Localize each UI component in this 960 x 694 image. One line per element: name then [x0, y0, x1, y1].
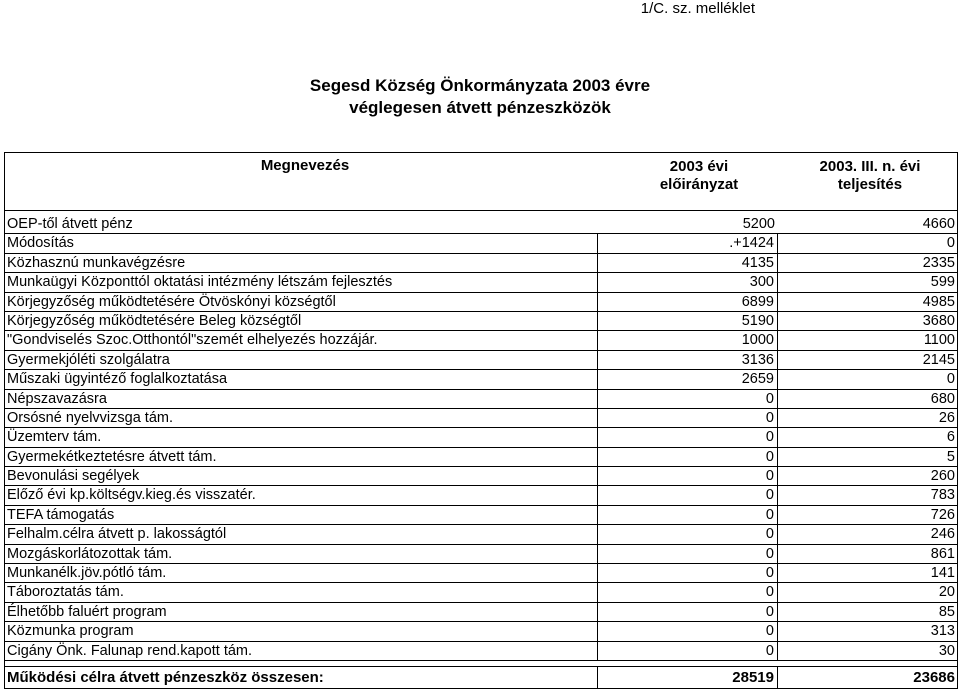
row-done-cell: 313 [930, 623, 955, 640]
table-body [4, 215, 958, 661]
row-name-cell: Üzemterv tám. [4, 428, 598, 446]
row-plan-cell: .+1424 [598, 234, 778, 252]
row-done-cell: 5 [946, 448, 955, 465]
row-name-cell: Népszavazásra [4, 390, 598, 408]
table-row [4, 583, 958, 602]
row-plan-cell: 0 [598, 525, 778, 543]
table-row [4, 331, 958, 350]
table-row [4, 564, 958, 583]
row-name-cell: Közhasznú munkavégzésre [4, 254, 598, 272]
row-plan-cell: 3136 [598, 351, 778, 369]
row-done-cell: 861 [930, 545, 955, 562]
row-plan-cell: 0 [598, 390, 778, 408]
table-row [4, 390, 958, 409]
table-row [4, 312, 958, 331]
row-done-cell: 26 [938, 409, 955, 426]
total-done: 23686 [913, 669, 955, 686]
column-header-done [800, 158, 940, 194]
row-plan-cell: 0 [598, 506, 778, 524]
header-divider [4, 210, 958, 211]
row-done-cell: 260 [930, 468, 955, 485]
row-done-cell: 726 [930, 506, 955, 523]
table-row [4, 409, 958, 428]
row-name-cell: OEP-től átvett pénz [7, 216, 133, 232]
row-done-cell: 3680 [922, 312, 955, 329]
column-header-done-line1: 2003. III. n. évi [819, 158, 921, 175]
page-title: Segesd Község Önkormányzata 2003 évre [309, 76, 651, 95]
total-label: Működési célra átvett pénzeszköz összesen: [4, 667, 598, 689]
row-name-cell: Közmunka program [4, 622, 598, 640]
row-name-cell: Gyermekjóléti szolgálatra [4, 351, 598, 369]
row-name-cell: Élhetőbb faluért program [4, 603, 598, 621]
table-row [4, 642, 958, 661]
total-row [4, 666, 958, 689]
table-row [4, 293, 958, 312]
row-name-cell: Munkanélk.jöv.pótló tám. [4, 564, 598, 582]
row-done-cell: 6 [946, 429, 955, 446]
table-row [4, 351, 958, 370]
table-row [4, 448, 958, 467]
row-name-cell: Cigány Önk. Falunap rend.kapott tám. [4, 642, 598, 660]
row-name-cell: Gyermekétkeztetésre átvett tám. [4, 448, 598, 466]
row-plan-cell: 0 [598, 448, 778, 466]
row-done-cell: 85 [938, 603, 955, 620]
row-plan-cell: 1000 [598, 331, 778, 349]
row-done-cell: 4660 [922, 216, 955, 232]
row-done-cell: 4985 [922, 293, 955, 310]
table-row [4, 506, 958, 525]
table-row [4, 215, 958, 234]
column-header-done-line2: teljesítés [837, 176, 903, 193]
table-row [4, 603, 958, 622]
table-row [4, 467, 958, 486]
row-plan-cell: 0 [598, 409, 778, 427]
row-plan-cell: 0 [598, 642, 778, 660]
row-plan-cell: 0 [598, 603, 778, 621]
row-plan-cell: 0 [598, 622, 778, 640]
row-plan-cell: 0 [598, 564, 778, 582]
row-done-cell: 599 [930, 274, 955, 291]
row-name-cell: Felhalm.célra átvett p. lakosságtól [4, 525, 598, 543]
row-name-cell: Táboroztatás tám. [4, 583, 598, 601]
table-row [4, 428, 958, 447]
column-header-plan-line1: 2003 évi [669, 158, 729, 175]
table-row [4, 622, 958, 641]
row-name-cell: Bevonulási segélyek [4, 467, 598, 485]
table-row [4, 273, 958, 292]
row-done-cell: 783 [930, 487, 955, 504]
row-done-cell: 2145 [922, 351, 955, 368]
row-name-cell: Körjegyzőség működtetésére Beleg községtől [4, 312, 598, 330]
row-plan-cell: 4135 [598, 254, 778, 272]
row-done-cell: 1100 [923, 332, 955, 349]
table-row [4, 370, 958, 389]
row-done-cell: 680 [930, 390, 955, 407]
row-name-cell: Munkaügyi Központtól oktatási intézmény létszám fejlesztés [4, 273, 598, 291]
row-name-cell: Előző évi kp.költségv.kieg.és visszatér. [4, 486, 598, 504]
row-plan-cell: 6899 [598, 293, 778, 311]
row-done-cell: 2335 [922, 254, 955, 271]
table-row [4, 254, 958, 273]
row-name-cell: Körjegyzőség működtetésére Ötvöskónyi községtől [4, 293, 598, 311]
row-plan-cell: 0 [598, 583, 778, 601]
row-name-cell: Módosítás [4, 234, 598, 252]
row-plan-cell: 0 [598, 486, 778, 504]
row-plan-cell: 300 [598, 273, 778, 291]
row-done-cell: 0 [946, 371, 955, 388]
row-done-cell: 246 [930, 526, 955, 543]
row-plan-cell: 5200 [742, 216, 775, 232]
row-done-cell: 20 [938, 584, 955, 601]
row-plan-cell: 5190 [598, 312, 778, 330]
page-subtitle: véglegesen átvett pénzeszközök [349, 98, 611, 117]
row-name-cell: Műszaki ügyintéző foglalkoztatása [4, 370, 598, 388]
table-row [4, 525, 958, 544]
column-header-plan [640, 158, 758, 194]
row-plan-cell: 0 [598, 428, 778, 446]
row-name-cell: Mozgáskorlátozottak tám. [4, 545, 598, 563]
row-plan-cell: 0 [598, 545, 778, 563]
row-done-cell: 0 [946, 235, 955, 252]
column-header-name: Megnevezés [260, 157, 350, 174]
row-name-cell: TEFA támogatás [4, 506, 598, 524]
table-row [4, 486, 958, 505]
row-done-cell: 141 [930, 565, 955, 582]
table-row [4, 234, 958, 253]
table-row [4, 545, 958, 564]
row-done-cell: 30 [938, 642, 955, 659]
row-plan-cell: 0 [598, 467, 778, 485]
column-header-plan-line2: előirányzat [659, 176, 739, 193]
total-plan: 28519 [598, 667, 778, 689]
row-name-cell: Orsósné nyelvvizsga tám. [4, 409, 598, 427]
annex-label: 1/C. sz. melléklet [640, 0, 755, 17]
row-plan-cell: 2659 [598, 370, 778, 388]
row-name-cell: "Gondviselés Szoc.Otthontól"szemét elhelyezés hozzájár. [4, 331, 598, 349]
